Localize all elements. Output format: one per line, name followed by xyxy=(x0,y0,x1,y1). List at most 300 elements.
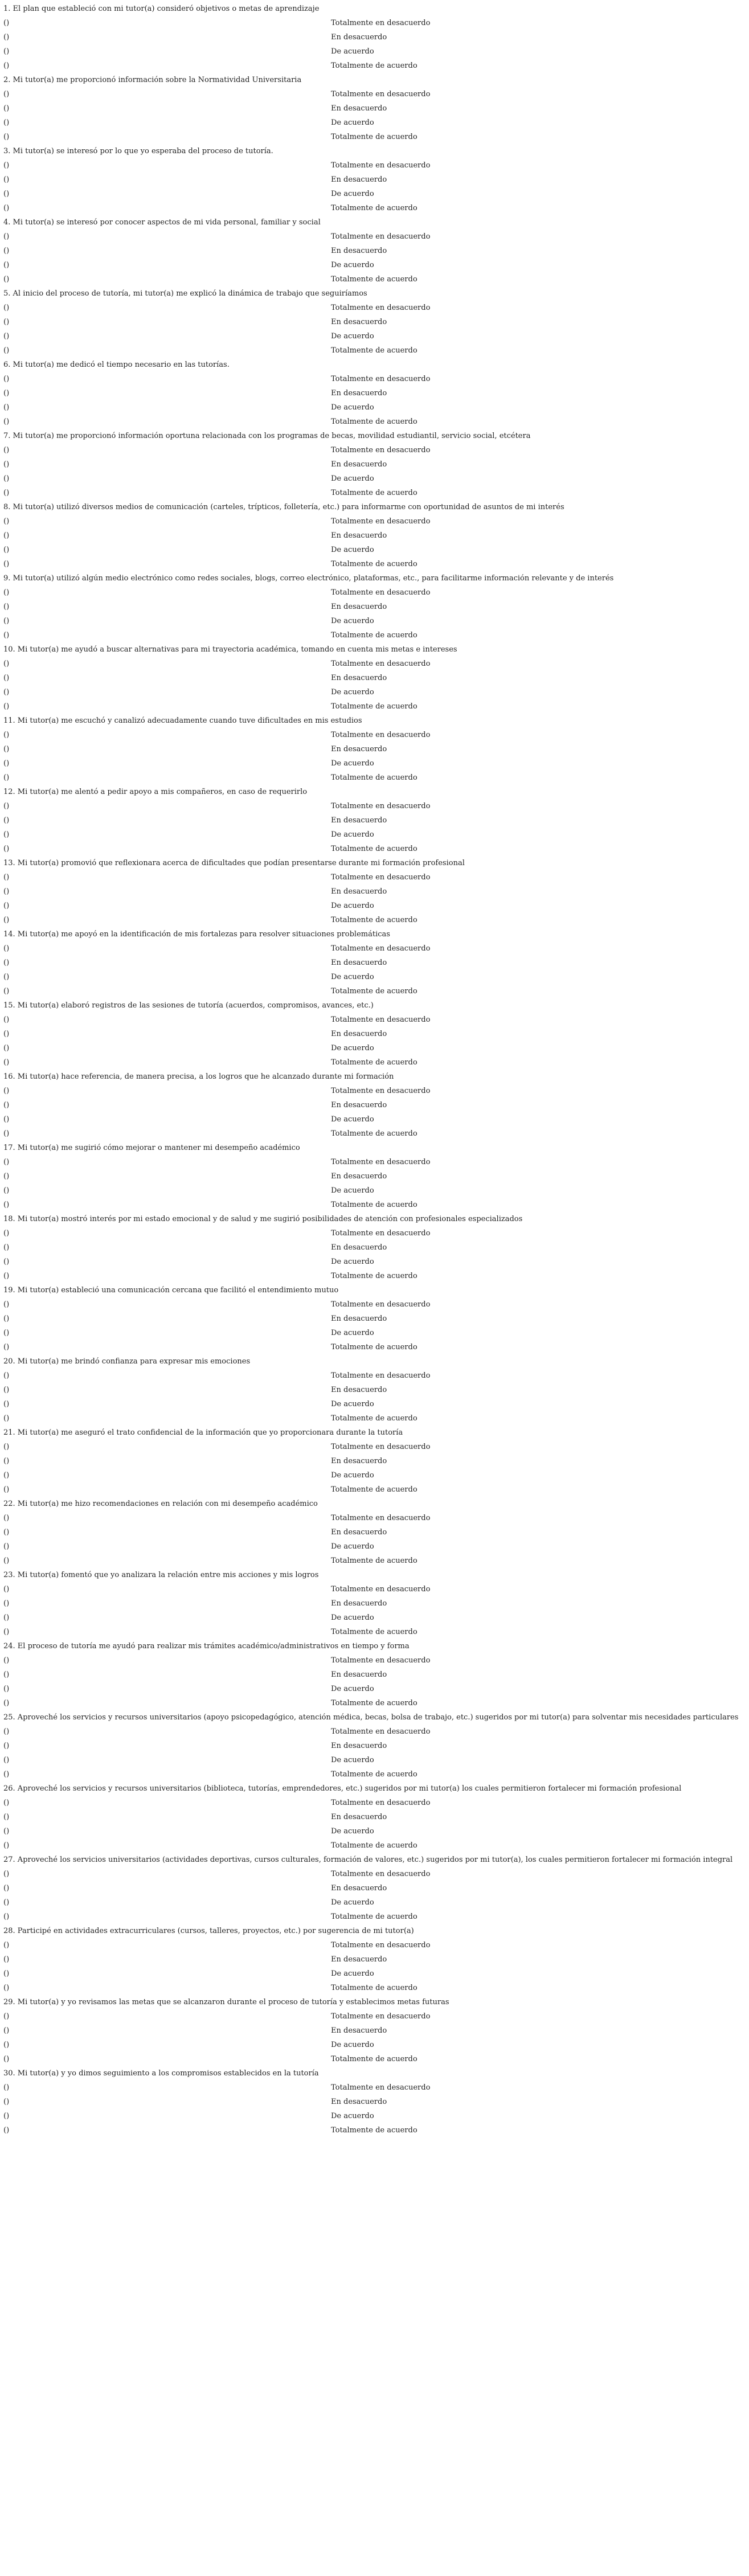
radio-button[interactable]: () xyxy=(3,19,10,27)
answer-option[interactable] xyxy=(3,230,744,244)
radio-button[interactable]: () xyxy=(3,603,10,611)
answer-option[interactable] xyxy=(3,1525,744,1539)
option-label: De acuerdo xyxy=(331,261,374,269)
answer-option[interactable] xyxy=(3,1824,744,1838)
answer-option[interactable] xyxy=(3,1297,744,1312)
answer-option[interactable] xyxy=(3,116,744,130)
answer-option[interactable] xyxy=(3,614,744,628)
answer-option[interactable] xyxy=(3,2038,744,2052)
radio-button[interactable]: () xyxy=(3,688,10,697)
answer-option[interactable] xyxy=(3,1596,744,1611)
option-label: Totalmente en desacuerdo xyxy=(331,446,431,454)
answer-option[interactable] xyxy=(3,1098,744,1112)
answer-option[interactable] xyxy=(3,2095,744,2109)
answer-option[interactable] xyxy=(3,1027,744,1041)
answer-option[interactable] xyxy=(3,1582,744,1596)
answer-option[interactable] xyxy=(3,1625,744,1639)
option-label: Totalmente de acuerdo xyxy=(331,702,418,711)
radio-button[interactable]: () xyxy=(3,460,10,469)
option-label: Totalmente en desacuerdo xyxy=(331,802,431,810)
option-label: Totalmente de acuerdo xyxy=(331,1343,418,1352)
radio-button[interactable]: () xyxy=(3,1557,10,1565)
answer-option[interactable] xyxy=(3,956,744,970)
answer-option[interactable] xyxy=(3,699,744,714)
answer-option[interactable] xyxy=(3,1454,744,1468)
radio-button[interactable]: () xyxy=(3,1172,10,1181)
radio-button[interactable]: () xyxy=(3,62,10,70)
radio-button[interactable]: () xyxy=(3,1628,10,1636)
radio-button[interactable]: () xyxy=(3,275,10,284)
option-label: En desacuerdo xyxy=(331,33,387,42)
answer-option[interactable] xyxy=(3,1226,744,1240)
radio-button[interactable]: () xyxy=(3,731,10,739)
question-block xyxy=(3,1141,744,1212)
radio-button[interactable]: () xyxy=(3,1272,10,1280)
radio-button[interactable]: () xyxy=(3,474,10,483)
option-label: En desacuerdo xyxy=(331,959,387,967)
radio-button[interactable]: () xyxy=(3,1115,10,1124)
radio-button[interactable]: () xyxy=(3,104,10,113)
answer-option[interactable] xyxy=(3,16,744,30)
radio-button[interactable]: () xyxy=(3,987,10,996)
radio-button[interactable]: () xyxy=(3,1485,10,1494)
radio-button[interactable]: () xyxy=(3,1912,10,1921)
answer-option[interactable] xyxy=(3,386,744,400)
question-text: 25. Aproveché los servicios y recursos universitarios (apoyo psicopedagógico, atención médica, becas, bolsa de trabajo, etc.) sugeridos por mi tutor(a) para solventar mis necesidades particulares xyxy=(3,1713,739,1722)
radio-button[interactable]: () xyxy=(3,1898,10,1907)
radio-button[interactable]: () xyxy=(3,1827,10,1836)
option-label: Totalmente de acuerdo xyxy=(331,489,418,497)
answer-option[interactable] xyxy=(3,1796,744,1810)
answer-option[interactable] xyxy=(3,1753,744,1767)
radio-button[interactable]: () xyxy=(3,1243,10,1252)
radio-button[interactable]: () xyxy=(3,261,10,269)
answer-option[interactable] xyxy=(3,1867,744,1881)
radio-button[interactable]: () xyxy=(3,1670,10,1679)
answer-option[interactable] xyxy=(3,1611,744,1625)
radio-button[interactable]: () xyxy=(3,247,10,255)
question-block xyxy=(3,215,744,286)
radio-button[interactable]: () xyxy=(3,118,10,127)
radio-button[interactable]: () xyxy=(3,489,10,497)
question-block xyxy=(3,73,744,144)
radio-button[interactable]: () xyxy=(3,816,10,825)
answer-option[interactable] xyxy=(3,1198,744,1212)
option-label: En desacuerdo xyxy=(331,2026,387,2035)
radio-button[interactable]: () xyxy=(3,1941,10,1950)
radio-button[interactable]: () xyxy=(3,1528,10,1537)
radio-button[interactable]: () xyxy=(3,560,10,568)
answer-option[interactable] xyxy=(3,415,744,429)
radio-button[interactable]: () xyxy=(3,375,10,383)
answer-option[interactable] xyxy=(3,1369,744,1383)
radio-button[interactable]: () xyxy=(3,1799,10,1807)
option-label: En desacuerdo xyxy=(331,1884,387,1893)
radio-button[interactable]: () xyxy=(3,1542,10,1551)
radio-button[interactable]: () xyxy=(3,2026,10,2035)
radio-button[interactable]: () xyxy=(3,133,10,141)
answer-option[interactable] xyxy=(3,1881,744,1895)
radio-button[interactable]: () xyxy=(3,887,10,896)
radio-button[interactable]: () xyxy=(3,1087,10,1095)
answer-option[interactable] xyxy=(3,913,744,927)
question-text: 23. Mi tutor(a) fomentó que yo analizara la relación entre mis acciones y mis logros xyxy=(3,1571,319,1579)
radio-button[interactable]: () xyxy=(3,417,10,426)
radio-button[interactable]: () xyxy=(3,702,10,711)
answer-option[interactable] xyxy=(3,87,744,101)
radio-button[interactable]: () xyxy=(3,389,10,398)
radio-button[interactable]: () xyxy=(3,1841,10,1850)
answer-option[interactable] xyxy=(3,1013,744,1027)
radio-button[interactable]: () xyxy=(3,2041,10,2049)
radio-button[interactable]: () xyxy=(3,745,10,753)
radio-button[interactable]: () xyxy=(3,1400,10,1408)
answer-option[interactable] xyxy=(3,529,744,543)
radio-button[interactable]: () xyxy=(3,232,10,241)
question-block xyxy=(3,927,744,998)
option-label: Totalmente de acuerdo xyxy=(331,1129,418,1138)
radio-button[interactable]: () xyxy=(3,2126,10,2135)
radio-button[interactable]: () xyxy=(3,1613,10,1622)
answer-option[interactable] xyxy=(3,1653,744,1668)
question-text: 24. El proceso de tutoría me ayudó para realizar mis trámites académico/administrativos en tiempo y forma xyxy=(3,1642,410,1651)
radio-button[interactable]: () xyxy=(3,2112,10,2120)
radio-button[interactable]: () xyxy=(3,446,10,454)
question-text: 2. Mi tutor(a) me proporcionó información sobre la Normatividad Universitaria xyxy=(3,76,302,84)
answer-option[interactable] xyxy=(3,657,744,671)
answer-option[interactable] xyxy=(3,771,744,785)
radio-button[interactable]: () xyxy=(3,674,10,682)
answer-option[interactable] xyxy=(3,1269,744,1283)
option-label: De acuerdo xyxy=(331,1186,374,1195)
option-label: Totalmente de acuerdo xyxy=(331,1699,418,1707)
radio-button[interactable]: () xyxy=(3,617,10,625)
answer-option[interactable] xyxy=(3,329,744,343)
answer-option[interactable] xyxy=(3,130,744,144)
radio-button[interactable]: () xyxy=(3,1186,10,1195)
question-text: 14. Mi tutor(a) me apoyó en la identificación de mis fortalezas para resolver situaciones problemáticas xyxy=(3,930,390,939)
answer-option[interactable] xyxy=(3,1810,744,1824)
answer-option[interactable] xyxy=(3,628,744,642)
option-label: De acuerdo xyxy=(331,1685,374,1693)
answer-option[interactable] xyxy=(3,1127,744,1141)
option-label: De acuerdo xyxy=(331,1329,374,1337)
answer-option[interactable] xyxy=(3,585,744,600)
answer-option[interactable] xyxy=(3,514,744,529)
answer-option[interactable] xyxy=(3,799,744,813)
radio-button[interactable]: () xyxy=(3,2012,10,2021)
radio-button[interactable]: () xyxy=(3,1685,10,1693)
answer-option[interactable] xyxy=(3,315,744,329)
answer-option[interactable] xyxy=(3,30,744,44)
answer-option[interactable] xyxy=(3,842,744,856)
option-label: Totalmente en desacuerdo xyxy=(331,588,431,597)
option-label: Totalmente de acuerdo xyxy=(331,1272,418,1280)
answer-option[interactable] xyxy=(3,1895,744,1910)
answer-option[interactable] xyxy=(3,1312,744,1326)
radio-button[interactable]: () xyxy=(3,2083,10,2092)
radio-button[interactable]: () xyxy=(3,175,10,184)
answer-option[interactable] xyxy=(3,187,744,201)
option-label: Totalmente en desacuerdo xyxy=(331,517,431,526)
radio-button[interactable]: () xyxy=(3,959,10,967)
radio-button[interactable]: () xyxy=(3,845,10,853)
option-label: Totalmente en desacuerdo xyxy=(331,1585,431,1594)
radio-button[interactable]: () xyxy=(3,332,10,341)
answer-option[interactable] xyxy=(3,1155,744,1169)
answer-option[interactable] xyxy=(3,756,744,771)
radio-button[interactable]: () xyxy=(3,190,10,198)
answer-option[interactable] xyxy=(3,1084,744,1098)
question-block xyxy=(3,1354,744,1426)
question-block xyxy=(3,1924,744,1995)
radio-button[interactable]: () xyxy=(3,1101,10,1109)
answer-option[interactable] xyxy=(3,1041,744,1055)
option-label: Totalmente en desacuerdo xyxy=(331,1371,431,1380)
answer-option[interactable] xyxy=(3,543,744,557)
radio-button[interactable]: () xyxy=(3,304,10,312)
answer-option[interactable] xyxy=(3,1326,744,1340)
radio-button[interactable]: () xyxy=(3,161,10,170)
question-block xyxy=(3,500,744,571)
answer-option[interactable] xyxy=(3,970,744,984)
answer-option[interactable] xyxy=(3,1183,744,1198)
answer-option[interactable] xyxy=(3,984,744,998)
radio-button[interactable]: () xyxy=(3,1414,10,1423)
answer-option[interactable] xyxy=(3,1967,744,1981)
radio-button[interactable]: () xyxy=(3,403,10,412)
radio-button[interactable]: () xyxy=(3,1514,10,1522)
radio-button[interactable]: () xyxy=(3,1258,10,1266)
answer-option[interactable] xyxy=(3,301,744,315)
question-block xyxy=(3,998,744,1070)
answer-option[interactable] xyxy=(3,44,744,59)
answer-option[interactable] xyxy=(3,2024,744,2038)
option-label: En desacuerdo xyxy=(331,1528,387,1537)
radio-button[interactable]: () xyxy=(3,1599,10,1608)
radio-button[interactable]: () xyxy=(3,1443,10,1451)
answer-option[interactable] xyxy=(3,1952,744,1967)
radio-button[interactable]: () xyxy=(3,1742,10,1750)
answer-option[interactable] xyxy=(3,1055,744,1070)
option-label: Totalmente en desacuerdo xyxy=(331,232,431,241)
radio-button[interactable]: () xyxy=(3,1870,10,1878)
answer-option[interactable] xyxy=(3,1938,744,1952)
radio-button[interactable]: () xyxy=(3,1656,10,1665)
answer-option[interactable] xyxy=(3,1411,744,1426)
answer-option[interactable] xyxy=(3,2052,744,2066)
answer-option[interactable] xyxy=(3,372,744,386)
radio-button[interactable]: () xyxy=(3,1884,10,1893)
radio-button[interactable]: () xyxy=(3,1756,10,1764)
radio-button[interactable]: () xyxy=(3,1699,10,1707)
question-text: 9. Mi tutor(a) utilizó algún medio electrónico como redes sociales, blogs, correo electrónico, plataformas, etc., para facilitarme información relevante y de interés xyxy=(3,574,614,583)
answer-option[interactable] xyxy=(3,101,744,116)
answer-option[interactable] xyxy=(3,472,744,486)
option-label: Totalmente en desacuerdo xyxy=(331,2012,431,2021)
option-label: Totalmente de acuerdo xyxy=(331,275,418,284)
radio-button[interactable]: () xyxy=(3,546,10,554)
answer-option[interactable] xyxy=(3,557,744,571)
question-text: 15. Mi tutor(a) elaboró registros de las sesiones de tutoría (acuerdos, compromisos, avances, etc.) xyxy=(3,1001,374,1010)
radio-button[interactable]: () xyxy=(3,1471,10,1480)
answer-option[interactable] xyxy=(3,1554,744,1568)
radio-button[interactable]: () xyxy=(3,1158,10,1166)
question-text: 12. Mi tutor(a) me alentó a pedir apoyo a mis compañeros, en caso de requerirlo xyxy=(3,788,308,796)
answer-option[interactable] xyxy=(3,671,744,685)
answer-option[interactable] xyxy=(3,400,744,415)
answer-option[interactable] xyxy=(3,2009,744,2024)
radio-button[interactable]: () xyxy=(3,631,10,640)
answer-option[interactable] xyxy=(3,1482,744,1497)
answer-option[interactable] xyxy=(3,2081,744,2095)
question-block xyxy=(3,642,744,714)
option-label: En desacuerdo xyxy=(331,603,387,611)
radio-button[interactable]: () xyxy=(3,773,10,782)
answer-option[interactable] xyxy=(3,59,744,73)
option-label: Totalmente en desacuerdo xyxy=(331,19,431,27)
radio-button[interactable]: () xyxy=(3,1770,10,1779)
question-text: 4. Mi tutor(a) se interesó por conocer aspectos de mi vida personal, familiar y social xyxy=(3,218,321,227)
radio-button[interactable]: () xyxy=(3,944,10,953)
radio-button[interactable]: () xyxy=(3,1969,10,1978)
answer-option[interactable] xyxy=(3,1838,744,1853)
radio-button[interactable]: () xyxy=(3,204,10,212)
answer-option[interactable] xyxy=(3,1169,744,1183)
answer-option[interactable] xyxy=(3,1539,744,1554)
option-label: De acuerdo xyxy=(331,759,374,768)
radio-button[interactable]: () xyxy=(3,660,10,668)
radio-button[interactable]: () xyxy=(3,802,10,810)
answer-option[interactable] xyxy=(3,1440,744,1454)
answer-option[interactable] xyxy=(3,600,744,614)
radio-button[interactable]: () xyxy=(3,90,10,99)
radio-button[interactable]: () xyxy=(3,47,10,56)
answer-option[interactable] xyxy=(3,272,744,286)
answer-option[interactable] xyxy=(3,201,744,215)
option-label: Totalmente en desacuerdo xyxy=(331,1087,431,1095)
radio-button[interactable]: () xyxy=(3,1030,10,1038)
radio-button[interactable]: () xyxy=(3,1314,10,1323)
answer-option[interactable] xyxy=(3,1511,744,1525)
answer-option[interactable] xyxy=(3,1255,744,1269)
answer-option[interactable] xyxy=(3,2109,744,2123)
option-label: Totalmente en desacuerdo xyxy=(331,1799,431,1807)
answer-option[interactable] xyxy=(3,443,744,457)
radio-button[interactable]: () xyxy=(3,2098,10,2106)
option-label: Totalmente en desacuerdo xyxy=(331,1300,431,1309)
answer-option[interactable] xyxy=(3,870,744,884)
radio-button[interactable]: () xyxy=(3,588,10,597)
answer-option[interactable] xyxy=(3,1340,744,1354)
radio-button[interactable]: () xyxy=(3,1058,10,1067)
option-label: De acuerdo xyxy=(331,1044,374,1052)
answer-option[interactable] xyxy=(3,158,744,173)
radio-button[interactable]: () xyxy=(3,318,10,326)
radio-button[interactable]: () xyxy=(3,973,10,981)
answer-option[interactable] xyxy=(3,457,744,472)
radio-button[interactable]: () xyxy=(3,1329,10,1337)
radio-button[interactable]: () xyxy=(3,33,10,42)
radio-button[interactable]: () xyxy=(3,916,10,924)
answer-option[interactable] xyxy=(3,343,744,358)
answer-option[interactable] xyxy=(3,2123,744,2137)
answer-option[interactable] xyxy=(3,685,744,699)
answer-option[interactable] xyxy=(3,1112,744,1127)
radio-button[interactable]: () xyxy=(3,531,10,540)
radio-button[interactable]: () xyxy=(3,2055,10,2063)
answer-option[interactable] xyxy=(3,899,744,913)
option-label: Totalmente en desacuerdo xyxy=(331,1015,431,1024)
answer-option[interactable] xyxy=(3,728,744,742)
answer-option[interactable] xyxy=(3,173,744,187)
answer-option[interactable] xyxy=(3,1739,744,1753)
radio-button[interactable]: () xyxy=(3,1813,10,1821)
answer-option[interactable] xyxy=(3,828,744,842)
question-block xyxy=(3,144,744,215)
radio-button[interactable]: () xyxy=(3,1343,10,1352)
radio-button[interactable]: () xyxy=(3,830,10,839)
answer-option[interactable] xyxy=(3,813,744,828)
radio-button[interactable]: () xyxy=(3,1585,10,1594)
option-label: Totalmente en desacuerdo xyxy=(331,1514,431,1522)
radio-button[interactable]: () xyxy=(3,1984,10,1992)
answer-option[interactable] xyxy=(3,1910,744,1924)
answer-option[interactable] xyxy=(3,1725,744,1739)
answer-option[interactable] xyxy=(3,1397,744,1411)
option-label: Totalmente de acuerdo xyxy=(331,1912,418,1921)
question-block xyxy=(3,714,744,785)
answer-option[interactable] xyxy=(3,258,744,272)
radio-button[interactable]: () xyxy=(3,1727,10,1736)
radio-button[interactable]: () xyxy=(3,1229,10,1238)
option-label: De acuerdo xyxy=(331,1115,374,1124)
answer-option[interactable] xyxy=(3,1767,744,1782)
radio-button[interactable]: () xyxy=(3,1201,10,1209)
radio-button[interactable]: () xyxy=(3,1129,10,1138)
answer-option[interactable] xyxy=(3,884,744,899)
option-label: Totalmente de acuerdo xyxy=(331,1414,418,1423)
answer-option[interactable] xyxy=(3,486,744,500)
radio-button[interactable]: () xyxy=(3,1386,10,1394)
answer-option[interactable] xyxy=(3,1468,744,1482)
radio-button[interactable]: () xyxy=(3,902,10,910)
radio-button[interactable]: () xyxy=(3,1371,10,1380)
answer-option[interactable] xyxy=(3,1240,744,1255)
answer-option[interactable] xyxy=(3,1981,744,1995)
answer-option[interactable] xyxy=(3,742,744,756)
answer-option[interactable] xyxy=(3,1682,744,1696)
radio-button[interactable]: () xyxy=(3,873,10,882)
answer-option[interactable] xyxy=(3,1668,744,1682)
option-label: Totalmente de acuerdo xyxy=(331,1557,418,1565)
option-label: Totalmente de acuerdo xyxy=(331,1770,418,1779)
option-label: Totalmente en desacuerdo xyxy=(331,1229,431,1238)
answer-option[interactable] xyxy=(3,941,744,956)
answer-option[interactable] xyxy=(3,1696,744,1710)
answer-option[interactable] xyxy=(3,244,744,258)
answer-option[interactable] xyxy=(3,1383,744,1397)
radio-button[interactable]: () xyxy=(3,1015,10,1024)
radio-button[interactable]: () xyxy=(3,1300,10,1309)
radio-button[interactable]: () xyxy=(3,759,10,768)
option-label: De acuerdo xyxy=(331,1258,374,1266)
radio-button[interactable]: () xyxy=(3,1955,10,1964)
radio-button[interactable]: () xyxy=(3,517,10,526)
radio-button[interactable]: () xyxy=(3,1457,10,1465)
radio-button[interactable]: () xyxy=(3,1044,10,1052)
radio-button[interactable]: () xyxy=(3,346,10,355)
